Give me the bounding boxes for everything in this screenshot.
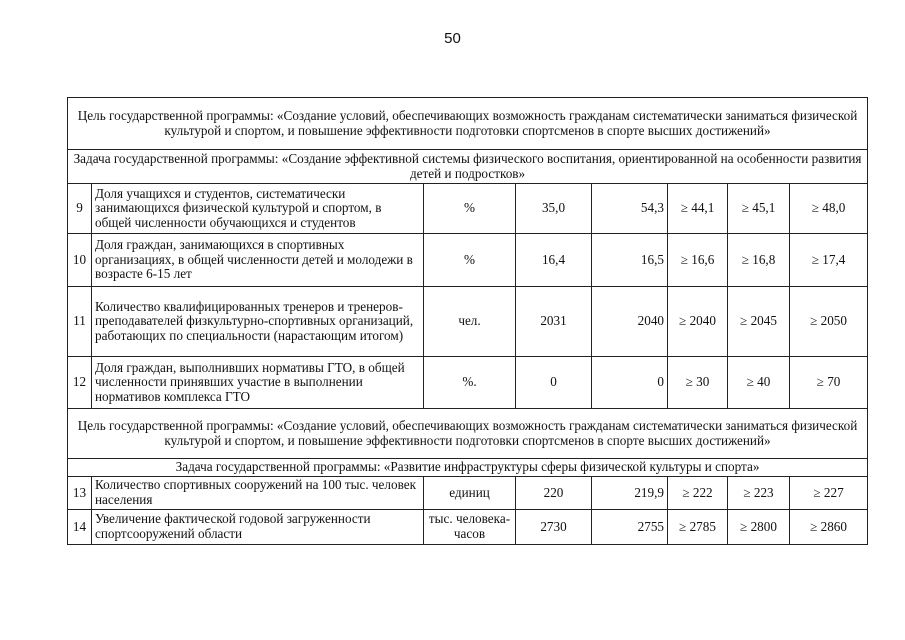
value-cell: 0	[516, 357, 592, 409]
value-cell: 219,9	[592, 477, 668, 510]
row-number: 14	[68, 510, 92, 545]
table-row	[68, 234, 868, 287]
value-cell: 2031	[516, 287, 592, 357]
value-cell: 35,0	[516, 184, 592, 234]
unit-cell: тыс. человека-часов	[424, 510, 516, 545]
row-number: 10	[68, 234, 92, 287]
value-cell: ≥ 227	[790, 477, 868, 510]
row-number: 11	[68, 287, 92, 357]
indicator-name: Количество квалифицированных тренеров и тренеров-преподавателей физкультурно-спортивных организаций, работающих по специальности (нарастающим итогом)	[92, 287, 424, 357]
indicator-name: Доля граждан, выполнивших нормативы ГТО, в общей численности принявших участие в выполнении нормативов комплекса ГТО	[92, 357, 424, 409]
task-text: Задача государственной программы: «Развитие инфраструктуры сферы физической культуры и спорта»	[68, 459, 868, 477]
indicator-name: Доля учащихся и студентов, систематически занимающихся физической культурой и спортом, в общей численности обучающихся и студентов	[92, 184, 424, 234]
value-cell: ≥ 30	[668, 357, 728, 409]
value-cell: ≥ 2040	[668, 287, 728, 357]
value-cell: ≥ 223	[728, 477, 790, 510]
goal-row	[68, 409, 868, 459]
table-row	[68, 477, 868, 510]
value-cell: ≥ 17,4	[790, 234, 868, 287]
goal-row	[68, 98, 868, 150]
goal-text: Цель государственной программы: «Создание условий, обеспечивающих возможность гражданам систематически заниматься физической культурой и спортом, и повышение эффективности подготовки спортсменов в спорте высших достижений»	[68, 98, 868, 150]
value-cell: ≥ 45,1	[728, 184, 790, 234]
value-cell: ≥ 2050	[790, 287, 868, 357]
unit-cell: %	[424, 234, 516, 287]
unit-cell: %	[424, 184, 516, 234]
page-number: 50	[444, 30, 461, 47]
value-cell: ≥ 48,0	[790, 184, 868, 234]
value-cell: 2040	[592, 287, 668, 357]
value-cell: ≥ 44,1	[668, 184, 728, 234]
value-cell: ≥ 16,6	[668, 234, 728, 287]
indicator-name: Количество спортивных сооружений на 100 тыс. человек населения	[92, 477, 424, 510]
unit-cell: единиц	[424, 477, 516, 510]
value-cell: 0	[592, 357, 668, 409]
task-text: Задача государственной программы: «Создание эффективной системы физического воспитания, ориентированной на особенности развития детей и подростков»	[68, 150, 868, 184]
table-row	[68, 510, 868, 545]
unit-cell: %.	[424, 357, 516, 409]
value-cell: 16,4	[516, 234, 592, 287]
value-cell: 220	[516, 477, 592, 510]
unit-cell: чел.	[424, 287, 516, 357]
value-cell: ≥ 2785	[668, 510, 728, 545]
table-row	[68, 184, 868, 234]
row-number: 13	[68, 477, 92, 510]
task-row	[68, 150, 868, 184]
value-cell: 2755	[592, 510, 668, 545]
indicator-name: Доля граждан, занимающихся в спортивных организациях, в общей численности детей и молодежи в возрасте 6-15 лет	[92, 234, 424, 287]
indicators-table	[67, 97, 868, 545]
value-cell: ≥ 222	[668, 477, 728, 510]
table-row	[68, 357, 868, 409]
value-cell: 2730	[516, 510, 592, 545]
value-cell: ≥ 16,8	[728, 234, 790, 287]
indicator-name: Увеличение фактической годовой загруженности спортсооружений области	[92, 510, 424, 545]
value-cell: ≥ 70	[790, 357, 868, 409]
value-cell: ≥ 2045	[728, 287, 790, 357]
value-cell: ≥ 40	[728, 357, 790, 409]
value-cell: ≥ 2860	[790, 510, 868, 545]
value-cell: 16,5	[592, 234, 668, 287]
goal-text: Цель государственной программы: «Создание условий, обеспечивающих возможность гражданам систематически заниматься физической культурой и спортом, и повышение эффективности подготовки спортсменов в спорте высших достижений»	[68, 409, 868, 459]
row-number: 9	[68, 184, 92, 234]
table-row	[68, 287, 868, 357]
task-row	[68, 459, 868, 477]
value-cell: 54,3	[592, 184, 668, 234]
value-cell: ≥ 2800	[728, 510, 790, 545]
row-number: 12	[68, 357, 92, 409]
